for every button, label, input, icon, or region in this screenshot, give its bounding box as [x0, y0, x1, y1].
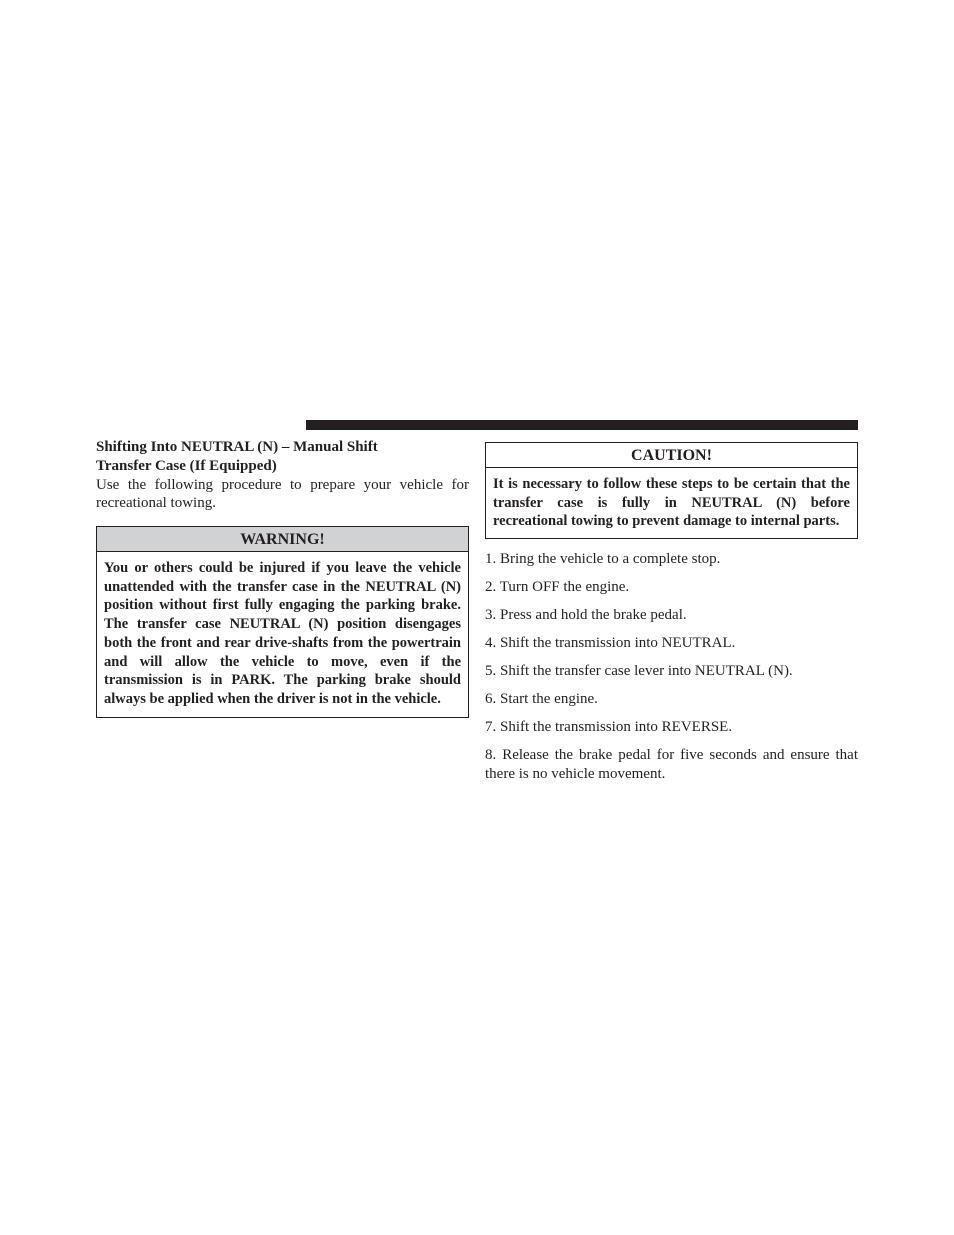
- caution-box: [485, 442, 858, 539]
- caution-body: It is necessary to follow these steps to be certain that the transfer case is fully in NEUTRAL (N) before recreational towing to prevent damage to internal parts.: [493, 476, 850, 530]
- right-column: [485, 442, 858, 793]
- step-item: 2. Turn OFF the engine.: [485, 579, 630, 596]
- procedure-steps: [485, 550, 858, 784]
- warning-box: [96, 526, 469, 718]
- warning-body: You or others could be injured if you leave the vehicle unattended with the transfer case in the NEUTRAL (N) position without first fully engaging the parking brake. The transfer case NEUTRAL (N) position disengages both the front and rear drive-shafts from the powertrain and will allow the vehicle to move, even if the transmission is in PARK. The parking brake should always be applied when the driver is not in the vehicle.: [104, 560, 461, 707]
- section-heading: [96, 438, 469, 476]
- step-item: 1. Bring the vehicle to a complete stop.: [485, 551, 721, 568]
- caution-title: CAUTION!: [486, 443, 857, 468]
- step-item: 7. Shift the transmission into REVERSE.: [485, 719, 733, 736]
- left-column: [96, 438, 469, 718]
- step-item: 8. Release the brake pedal for five seconds and ensure that there is no vehicle movement.: [485, 747, 858, 783]
- step-item: 4. Shift the transmission into NEUTRAL.: [485, 635, 736, 652]
- section-heading-line-1: Shifting Into NEUTRAL (N) – Manual Shift: [96, 439, 378, 455]
- step-item: 6. Start the engine.: [485, 691, 598, 708]
- section-heading-line-2: Transfer Case (If Equipped): [96, 458, 277, 474]
- warning-title: WARNING!: [97, 527, 468, 552]
- step-item: 3. Press and hold the brake pedal.: [485, 607, 687, 624]
- step-item: 5. Shift the transfer case lever into NEUTRAL (N).: [485, 663, 793, 680]
- intro-paragraph: Use the following procedure to prepare your vehicle for recreational towing.: [96, 477, 469, 511]
- header-rule: [306, 420, 858, 430]
